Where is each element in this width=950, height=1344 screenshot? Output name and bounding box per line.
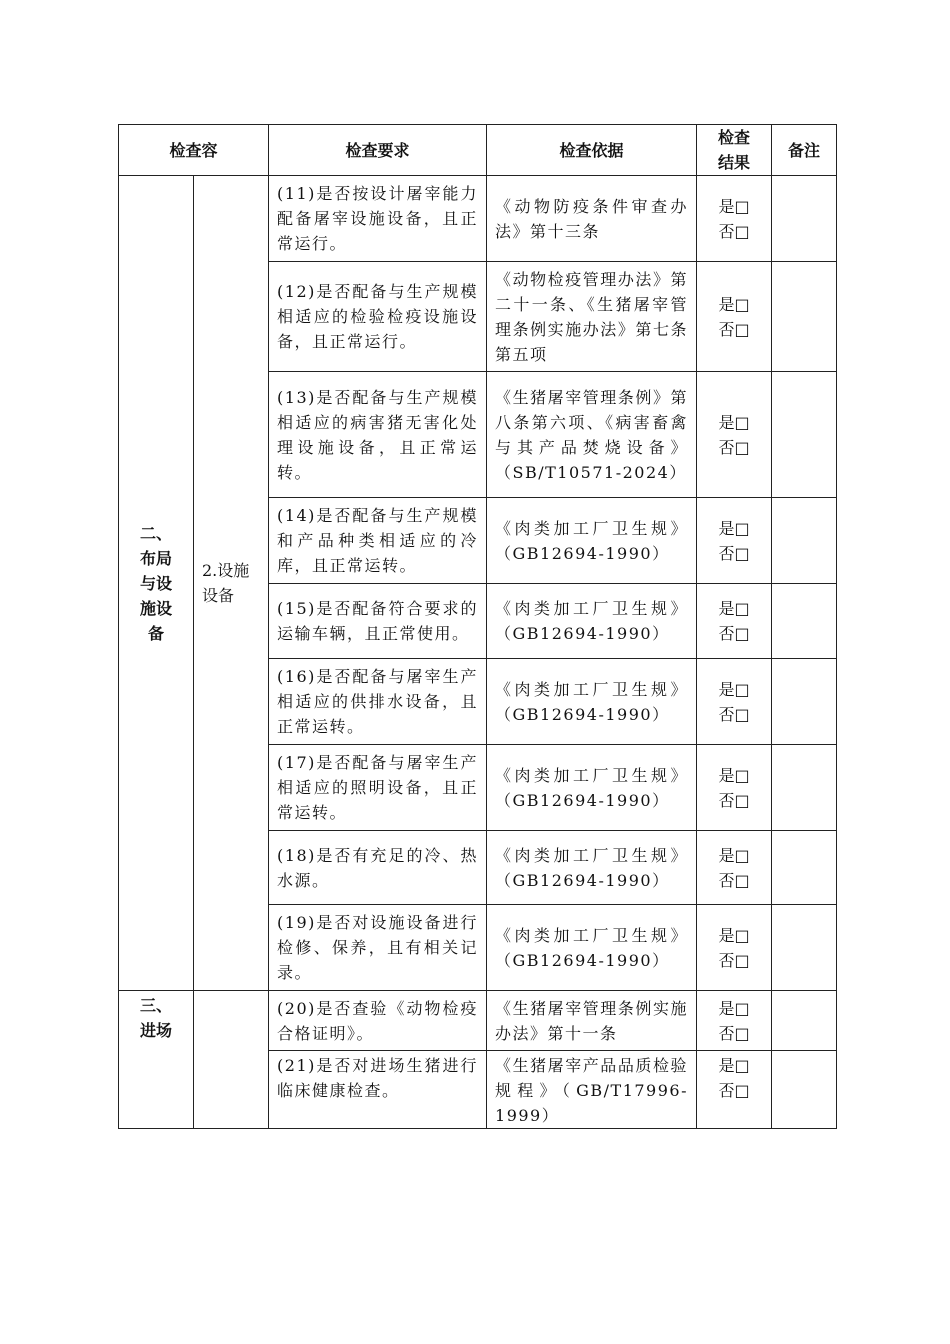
result-cell — [697, 905, 772, 991]
remark-cell[interactable] — [772, 1051, 837, 1129]
result-cell — [697, 176, 772, 262]
basis-cell: 《动物检疫管理办法》第二十一条、《生猪屠宰管理条例实施办法》第七条第五项 — [487, 262, 697, 372]
basis-cell: 《肉类加工厂卫生规》（GB12694-1990） — [487, 745, 697, 831]
basis-cell: 《肉类加工厂卫生规》（GB12694-1990） — [487, 659, 697, 745]
requirement-cell: (15)是否配备符合要求的运输车辆，且正常使用。 — [269, 584, 487, 659]
basis-cell: 《生猪屠宰产品品质检验规程》（GB/T17996-1999） — [487, 1051, 697, 1129]
category-layout-facilities: 二、布局与设施设备 — [119, 176, 194, 991]
no-checkbox[interactable]: 否□ — [718, 319, 750, 339]
result-cell — [697, 745, 772, 831]
header-remark: 备注 — [772, 125, 837, 176]
no-checkbox[interactable]: 否□ — [718, 543, 750, 563]
yes-checkbox[interactable]: 是□ — [718, 412, 750, 432]
basis-cell: 《肉类加工厂卫生规》（GB12694-1990） — [487, 584, 697, 659]
yes-checkbox[interactable]: 是□ — [718, 294, 750, 314]
result-cell — [697, 372, 772, 498]
table-row — [119, 176, 837, 262]
header-result: 检查结果 — [697, 125, 772, 176]
inspection-table — [118, 124, 837, 1129]
requirement-cell: (18)是否有充足的冷、热水源。 — [269, 831, 487, 905]
result-cell — [697, 262, 772, 372]
header-basis: 检查依据 — [487, 125, 697, 176]
result-cell — [697, 831, 772, 905]
basis-cell: 《动物防疫条件审查办法》第十三条 — [487, 176, 697, 262]
remark-cell[interactable] — [772, 831, 837, 905]
header-requirement: 检查要求 — [269, 125, 487, 176]
remark-cell[interactable] — [772, 905, 837, 991]
remark-cell[interactable] — [772, 498, 837, 584]
no-checkbox[interactable]: 否□ — [718, 624, 750, 643]
basis-cell: 《生猪屠宰管理条例》第八条第六项、《病害畜禽与其产品焚烧设备》（SB/T10571-2024） — [487, 372, 697, 498]
basis-cell: 《肉类加工厂卫生规》（GB12694-1990） — [487, 831, 697, 905]
no-checkbox[interactable]: 否□ — [718, 1081, 750, 1100]
subcategory-facilities: 2.设施设备 — [194, 176, 269, 991]
yes-checkbox[interactable]: 是□ — [718, 765, 750, 785]
remark-cell[interactable] — [772, 262, 837, 372]
result-cell — [697, 1051, 772, 1129]
no-checkbox[interactable]: 否□ — [718, 704, 750, 724]
requirement-cell: (11)是否按设计屠宰能力配备屠宰设施设备，且正常运行。 — [269, 176, 487, 262]
header-content: 检查容 — [119, 125, 269, 176]
requirement-cell: (12)是否配备与生产规模相适应的检验检疫设施设备，且正常运行。 — [269, 262, 487, 372]
basis-cell: 《生猪屠宰管理条例实施办法》第十一条 — [487, 991, 697, 1051]
result-cell — [697, 584, 772, 659]
requirement-cell: (19)是否对设施设备进行检修、保养，且有相关记录。 — [269, 905, 487, 991]
yes-checkbox[interactable]: 是□ — [718, 599, 750, 618]
requirement-cell: (20)是否查验《动物检疫合格证明》。 — [269, 991, 487, 1051]
no-checkbox[interactable]: 否□ — [718, 437, 750, 457]
table-row — [119, 991, 837, 1051]
yes-checkbox[interactable]: 是□ — [718, 196, 750, 216]
yes-checkbox[interactable]: 是□ — [718, 679, 750, 699]
requirement-cell: (16)是否配备与屠宰生产相适应的供排水设备，且正常运转。 — [269, 659, 487, 745]
yes-checkbox[interactable]: 是□ — [718, 998, 750, 1018]
yes-checkbox[interactable]: 是□ — [718, 518, 750, 538]
header-row — [119, 125, 837, 176]
result-cell — [697, 991, 772, 1051]
remark-cell[interactable] — [772, 991, 837, 1051]
no-checkbox[interactable]: 否□ — [718, 870, 750, 890]
remark-cell[interactable] — [772, 584, 837, 659]
no-checkbox[interactable]: 否□ — [718, 221, 750, 241]
requirement-cell: (13)是否配备与生产规模相适应的病害猪无害化处理设施设备，且正常运转。 — [269, 372, 487, 498]
basis-cell: 《肉类加工厂卫生规》（GB12694-1990） — [487, 905, 697, 991]
remark-cell[interactable] — [772, 659, 837, 745]
yes-checkbox[interactable]: 是□ — [718, 925, 750, 945]
no-checkbox[interactable]: 否□ — [718, 950, 750, 970]
requirement-cell: (14)是否配备与生产规模和产品种类相适应的冷库，且正常运转。 — [269, 498, 487, 584]
subcategory-entry — [194, 991, 269, 1129]
remark-cell[interactable] — [772, 176, 837, 262]
yes-checkbox[interactable]: 是□ — [718, 845, 750, 865]
yes-checkbox[interactable]: 是□ — [718, 1056, 750, 1075]
category-entry: 三、进场 — [119, 991, 194, 1129]
no-checkbox[interactable]: 否□ — [718, 1023, 750, 1043]
remark-cell[interactable] — [772, 745, 837, 831]
no-checkbox[interactable]: 否□ — [718, 790, 750, 810]
result-cell — [697, 498, 772, 584]
remark-cell[interactable] — [772, 372, 837, 498]
requirement-cell: (17)是否配备与屠宰生产相适应的照明设备，且正常运转。 — [269, 745, 487, 831]
result-cell — [697, 659, 772, 745]
basis-cell: 《肉类加工厂卫生规》（GB12694-1990） — [487, 498, 697, 584]
requirement-cell: (21)是否对进场生猪进行临床健康检查。 — [269, 1051, 487, 1129]
